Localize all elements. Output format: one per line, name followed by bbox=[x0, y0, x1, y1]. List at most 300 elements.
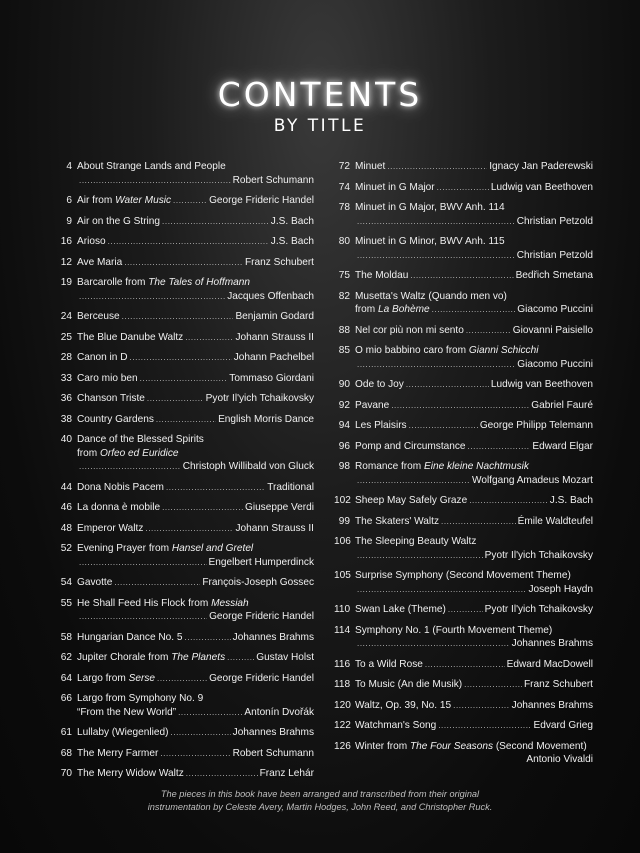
toc-entry bbox=[56, 726, 314, 740]
title-line bbox=[77, 651, 314, 665]
title-text: Largo from Symphony No. 9 bbox=[77, 693, 204, 704]
entry-body bbox=[77, 392, 314, 406]
title-text: Sheep May Safely Graze bbox=[355, 495, 468, 506]
title-text: Lullaby (Wiegenlied) bbox=[77, 727, 169, 738]
entry-body bbox=[77, 215, 314, 229]
source-work-title: Water Music bbox=[115, 195, 172, 206]
entry-body bbox=[355, 290, 593, 317]
title-text: Hungarian Dance No. 5 bbox=[77, 631, 183, 643]
title-line bbox=[77, 194, 314, 208]
toc-entry bbox=[334, 494, 593, 508]
title-line bbox=[355, 719, 593, 733]
title-text: Minuet in G Minor, BWV Anh. 115 bbox=[355, 236, 505, 247]
page-header bbox=[0, 76, 640, 136]
entry-body bbox=[355, 235, 593, 262]
piece-title bbox=[77, 351, 128, 365]
title-text: Swan Lake (Theme) bbox=[355, 604, 446, 615]
dot-leader bbox=[108, 235, 269, 249]
page-subtitle: BY TITLE bbox=[273, 116, 367, 136]
composer-name: J.S. Bach bbox=[549, 495, 593, 506]
title-text: The Merry Farmer bbox=[77, 747, 159, 759]
piece-title bbox=[355, 699, 451, 713]
title-line bbox=[77, 310, 314, 324]
dot-leader bbox=[357, 549, 483, 563]
page-number: 102 bbox=[334, 495, 351, 506]
piece-title bbox=[77, 692, 203, 706]
dot-leader bbox=[79, 460, 181, 474]
toc-entry bbox=[56, 672, 314, 686]
entry-body bbox=[77, 331, 314, 345]
entry-body bbox=[355, 535, 593, 562]
title-line bbox=[77, 692, 314, 706]
entry-body bbox=[77, 672, 314, 686]
dot-leader bbox=[79, 174, 231, 188]
piece-title bbox=[355, 535, 476, 549]
toc-entry bbox=[56, 481, 314, 495]
title-text: Chanson Triste bbox=[77, 393, 145, 404]
composer-line bbox=[77, 610, 314, 624]
dot-leader bbox=[387, 160, 487, 174]
composer-name: Benjamin Godard bbox=[235, 311, 314, 322]
entry-body bbox=[355, 419, 593, 433]
title-line bbox=[77, 597, 314, 611]
title-text: The Moldau bbox=[355, 270, 409, 281]
toc-entry bbox=[334, 399, 593, 413]
composer-name: J.S. Bach bbox=[270, 215, 314, 227]
composer-line bbox=[355, 474, 593, 488]
title-line bbox=[77, 215, 314, 229]
composer-name: Émile Waldteufel bbox=[517, 515, 593, 527]
composer-name: Johannes Brahms bbox=[511, 699, 593, 711]
title-text: Nel cor più non mi sento bbox=[355, 324, 464, 336]
title-line bbox=[77, 631, 314, 645]
page-number: 62 bbox=[60, 652, 72, 663]
entry-body bbox=[355, 624, 593, 651]
dot-leader bbox=[178, 706, 242, 720]
title-text: Dance of the Blessed Spirits bbox=[77, 434, 204, 445]
composer-name: Gustav Holst bbox=[256, 652, 314, 663]
piece-title bbox=[77, 542, 253, 556]
piece-title bbox=[355, 344, 538, 358]
toc-entry bbox=[334, 624, 593, 651]
composer-line bbox=[77, 290, 314, 304]
piece-title bbox=[77, 726, 168, 740]
entry-body bbox=[77, 747, 314, 761]
title-line bbox=[77, 235, 314, 249]
toc-entry bbox=[334, 160, 593, 174]
composer-name: Traditional bbox=[267, 481, 314, 493]
title-text: Symphony No. 1 (Fourth Movement Theme) bbox=[355, 624, 553, 636]
toc-entry bbox=[334, 440, 593, 454]
toc-entry bbox=[334, 719, 593, 733]
page-number: 66 bbox=[60, 693, 72, 704]
dot-leader bbox=[145, 522, 233, 536]
entry-body bbox=[355, 378, 593, 392]
title-text: Les Plaisirs bbox=[355, 420, 407, 431]
dot-leader bbox=[79, 556, 207, 570]
title-text: O mio babbino caro from bbox=[355, 345, 469, 356]
dot-leader bbox=[156, 413, 216, 427]
dot-leader bbox=[469, 494, 548, 508]
piece-title bbox=[355, 569, 571, 583]
piece-title bbox=[355, 603, 446, 617]
dot-leader bbox=[409, 419, 478, 433]
piece-title bbox=[355, 201, 505, 215]
toc-entry bbox=[334, 678, 593, 692]
dot-leader bbox=[357, 637, 510, 651]
composer-name: George Frideric Handel bbox=[209, 672, 314, 684]
composer-name: Giacomo Puccini bbox=[517, 304, 593, 315]
composer-line bbox=[355, 583, 593, 597]
composer-name: Johann Strauss II bbox=[235, 331, 314, 343]
entry-body bbox=[77, 631, 314, 645]
piece-title bbox=[77, 631, 183, 645]
page-number: 24 bbox=[60, 311, 72, 322]
piece-title bbox=[77, 501, 160, 515]
title-line bbox=[77, 331, 314, 345]
toc-entry bbox=[334, 290, 593, 317]
page-number: 54 bbox=[60, 577, 72, 588]
title-text: (Second Movement) bbox=[493, 740, 587, 752]
title-line bbox=[77, 576, 314, 590]
piece-title bbox=[77, 413, 154, 427]
page-number: 74 bbox=[338, 181, 350, 193]
title-line bbox=[355, 419, 593, 433]
title-line bbox=[355, 515, 593, 529]
title-line bbox=[77, 160, 314, 174]
piece-title bbox=[77, 331, 183, 345]
title-text: Pomp and Circumstance bbox=[355, 440, 466, 452]
title-text: Winter from bbox=[355, 740, 410, 752]
page-number: 105 bbox=[334, 570, 351, 581]
title-line bbox=[355, 344, 593, 358]
piece-title bbox=[77, 160, 226, 174]
contents-column-left bbox=[56, 160, 314, 788]
toc-entry bbox=[56, 235, 314, 249]
composer-name: J.S. Bach bbox=[270, 236, 314, 247]
page-number: 52 bbox=[60, 543, 72, 554]
composer-line bbox=[355, 249, 593, 263]
piece-title bbox=[77, 310, 120, 324]
source-work-title: Messiah bbox=[211, 597, 249, 609]
title-text: Largo from bbox=[77, 672, 129, 684]
piece-title bbox=[77, 706, 176, 720]
toc-entry bbox=[56, 501, 314, 515]
dot-leader bbox=[438, 719, 531, 733]
page-number: 114 bbox=[334, 624, 351, 636]
piece-title bbox=[77, 194, 171, 208]
page-number: 122 bbox=[334, 720, 351, 731]
title-line bbox=[77, 276, 314, 290]
title-line bbox=[77, 372, 314, 386]
toc-entry bbox=[56, 597, 314, 624]
source-work-title: Orfeo ed Euridice bbox=[100, 447, 179, 459]
source-work-title: Eine kleine Nachtmusik bbox=[424, 461, 529, 472]
piece-title bbox=[77, 433, 204, 447]
dot-leader bbox=[357, 358, 515, 372]
title-line bbox=[355, 699, 593, 713]
page-number: 19 bbox=[60, 277, 72, 288]
composer-name: George Philipp Telemann bbox=[479, 420, 593, 431]
entry-body bbox=[355, 344, 593, 371]
entry-body bbox=[77, 310, 314, 324]
arrangement-credit bbox=[0, 788, 640, 813]
title-line bbox=[355, 324, 593, 338]
composer-line bbox=[77, 174, 314, 188]
composer-name: Ludwig van Beethoven bbox=[490, 181, 593, 193]
toc-entry bbox=[334, 378, 593, 392]
title-text: Ode to Joy bbox=[355, 379, 404, 390]
piece-title bbox=[355, 419, 407, 433]
title-text: Barcarolle from bbox=[77, 277, 149, 288]
title-text: “From the New World” bbox=[77, 706, 177, 718]
piece-title bbox=[355, 460, 529, 474]
title-line bbox=[355, 535, 593, 549]
composer-name: Giuseppe Verdi bbox=[244, 502, 314, 513]
entry-body bbox=[355, 494, 593, 508]
dot-leader bbox=[160, 747, 230, 761]
piece-title bbox=[77, 256, 122, 270]
title-text: Minuet in G Major, BWV Anh. 114 bbox=[355, 202, 505, 213]
title-text: Waltz, Op. 39, No. 15 bbox=[355, 699, 452, 711]
entry-body bbox=[77, 597, 314, 624]
page-number: 78 bbox=[338, 202, 350, 213]
source-work-title: Serse bbox=[128, 672, 155, 684]
title-line bbox=[77, 726, 314, 740]
composer-line bbox=[355, 215, 593, 229]
dot-leader bbox=[453, 699, 510, 713]
composer-name: Robert Schumann bbox=[232, 747, 314, 759]
composer-name: Franz Schubert bbox=[244, 256, 314, 268]
page-title: CONTENTS bbox=[217, 75, 423, 114]
toc-entry bbox=[56, 631, 314, 645]
composer-name: Franz Lehár bbox=[259, 768, 314, 779]
page-number: 85 bbox=[338, 345, 350, 356]
entry-body bbox=[77, 433, 314, 474]
title-line bbox=[77, 747, 314, 761]
page-number: 118 bbox=[334, 679, 351, 690]
page-number: 28 bbox=[60, 352, 72, 363]
page-number: 36 bbox=[60, 393, 72, 404]
composer-line bbox=[77, 556, 314, 570]
composer-name: Franz Schubert bbox=[523, 679, 593, 690]
page-number: 120 bbox=[334, 699, 351, 711]
dot-leader bbox=[185, 631, 231, 645]
title-text: Caro mio ben bbox=[77, 372, 138, 384]
title-line bbox=[355, 269, 593, 283]
dot-leader bbox=[468, 440, 531, 454]
contents-column-right bbox=[334, 160, 593, 774]
title-text: La donna è mobile bbox=[77, 502, 161, 513]
toc-entry bbox=[334, 569, 593, 596]
title-text: He Shall Feed His Flock from bbox=[77, 597, 212, 609]
source-work-title: The Tales of Hoffmann bbox=[148, 277, 250, 288]
page-number: 90 bbox=[338, 379, 350, 390]
title-line bbox=[77, 542, 314, 556]
composer-line bbox=[77, 460, 314, 474]
entry-body bbox=[355, 603, 593, 617]
dot-leader bbox=[227, 651, 254, 665]
entry-body bbox=[77, 413, 314, 427]
title-line bbox=[355, 303, 593, 317]
entry-body bbox=[355, 440, 593, 454]
toc-entry bbox=[56, 372, 314, 386]
composer-name: Christoph Willibald von Gluck bbox=[182, 461, 314, 472]
title-text: Berceuse bbox=[77, 311, 120, 322]
dot-leader bbox=[140, 372, 228, 386]
page-number: 6 bbox=[66, 195, 72, 206]
dot-leader bbox=[391, 399, 529, 413]
page-number: 82 bbox=[338, 290, 350, 302]
piece-title bbox=[355, 324, 464, 338]
entry-body bbox=[355, 399, 593, 413]
piece-title bbox=[77, 672, 155, 686]
page-number: 61 bbox=[60, 727, 72, 738]
page-number: 16 bbox=[60, 236, 72, 247]
piece-title bbox=[77, 747, 158, 761]
title-text: Canon in D bbox=[77, 352, 128, 363]
piece-title bbox=[355, 290, 507, 304]
toc-entry bbox=[334, 658, 593, 672]
toc-entry bbox=[56, 160, 314, 187]
composer-name: Johannes Brahms bbox=[232, 727, 314, 738]
piece-title bbox=[77, 597, 249, 611]
title-line bbox=[77, 256, 314, 270]
entry-body bbox=[77, 501, 314, 515]
dot-leader bbox=[122, 310, 234, 324]
piece-title bbox=[355, 658, 423, 672]
title-line bbox=[355, 440, 593, 454]
footer-line: The pieces in this book have been arranged and transcribed from their original bbox=[160, 789, 480, 799]
page-number: 116 bbox=[334, 658, 351, 670]
dot-leader bbox=[448, 603, 483, 617]
composer-name: Johannes Brahms bbox=[511, 638, 593, 649]
page-number: 9 bbox=[66, 215, 72, 227]
title-text: Romance from bbox=[355, 461, 424, 472]
toc-entry bbox=[334, 740, 593, 767]
title-line bbox=[355, 603, 593, 617]
piece-title bbox=[77, 481, 164, 495]
footer-line: instrumentation by Celeste Avery, Martin Hodges, John Reed, and Christopher Ruck. bbox=[147, 801, 493, 812]
title-line bbox=[355, 678, 593, 692]
title-text: The Merry Widow Waltz bbox=[77, 768, 184, 779]
toc-entry bbox=[56, 351, 314, 365]
composer-name: English Morris Dance bbox=[218, 413, 314, 425]
title-line bbox=[77, 447, 314, 461]
piece-title bbox=[355, 235, 505, 249]
page-number: 64 bbox=[60, 672, 72, 684]
title-line bbox=[355, 494, 593, 508]
entry-body bbox=[77, 160, 314, 187]
title-text: Watchman's Song bbox=[355, 720, 437, 731]
title-line bbox=[77, 501, 314, 515]
composer-name: Christian Petzold bbox=[516, 249, 593, 261]
toc-entry bbox=[334, 344, 593, 371]
composer-name: François-Joseph Gossec bbox=[202, 577, 314, 588]
entry-body bbox=[77, 542, 314, 569]
composer-name: Engelbert Humperdinck bbox=[208, 556, 314, 568]
composer-name: Christian Petzold bbox=[516, 215, 593, 227]
composer-name: Edward Elgar bbox=[532, 440, 593, 452]
piece-title bbox=[355, 440, 466, 454]
entry-body bbox=[355, 181, 593, 195]
piece-title bbox=[77, 767, 184, 781]
dot-leader bbox=[432, 303, 516, 317]
title-line bbox=[355, 290, 593, 304]
entry-body bbox=[77, 767, 314, 781]
title-text: The Sleeping Beauty Waltz bbox=[355, 536, 477, 547]
dot-leader bbox=[410, 269, 513, 283]
title-text: The Blue Danube Waltz bbox=[77, 331, 184, 343]
page-number: 70 bbox=[60, 768, 72, 779]
toc-entry bbox=[334, 603, 593, 617]
page-number: 25 bbox=[60, 331, 72, 343]
dot-leader bbox=[147, 392, 204, 406]
toc-entry bbox=[56, 747, 314, 761]
dot-leader bbox=[357, 249, 515, 263]
dot-leader bbox=[186, 767, 258, 781]
toc-entry bbox=[56, 542, 314, 569]
entry-body bbox=[77, 235, 314, 249]
toc-entry bbox=[56, 392, 314, 406]
entry-body bbox=[355, 678, 593, 692]
toc-entry bbox=[56, 692, 314, 719]
composer-name: Johannes Brahms bbox=[232, 631, 314, 643]
entry-body bbox=[77, 351, 314, 365]
composer-name: George Frideric Handel bbox=[209, 195, 314, 206]
composer-name: Giovanni Paisiello bbox=[512, 324, 593, 336]
page-number: 38 bbox=[60, 413, 72, 425]
title-text: Pavane bbox=[355, 399, 390, 411]
title-text: Gavotte bbox=[77, 577, 113, 588]
composer-name: Ignacy Jan Paderewski bbox=[489, 161, 593, 172]
toc-entry bbox=[56, 215, 314, 229]
dot-leader bbox=[441, 515, 516, 529]
entry-body bbox=[355, 160, 593, 174]
title-text: Air on the G String bbox=[77, 215, 161, 227]
entry-body bbox=[77, 651, 314, 665]
title-text: Air from bbox=[77, 195, 116, 206]
title-text: The Skaters' Waltz bbox=[355, 515, 440, 527]
entry-body bbox=[355, 569, 593, 596]
page-number: 55 bbox=[60, 597, 72, 609]
toc-entry bbox=[56, 276, 314, 303]
page-number: 68 bbox=[60, 747, 72, 759]
toc-entry bbox=[56, 194, 314, 208]
piece-title bbox=[77, 276, 250, 290]
entry-body bbox=[355, 515, 593, 529]
title-line bbox=[355, 569, 593, 583]
composer-name: Johann Pachelbel bbox=[233, 352, 314, 363]
entry-body bbox=[355, 658, 593, 672]
piece-title bbox=[77, 215, 160, 229]
title-line bbox=[77, 706, 314, 720]
title-text: About Strange Lands and People bbox=[77, 161, 226, 172]
dot-leader bbox=[162, 215, 269, 229]
toc-entry bbox=[56, 576, 314, 590]
page-number: 44 bbox=[60, 481, 72, 493]
toc-entry bbox=[56, 433, 314, 474]
entry-body bbox=[77, 576, 314, 590]
page-number: 99 bbox=[338, 515, 350, 527]
title-text: Emperor Waltz bbox=[77, 522, 144, 534]
page-number: 126 bbox=[334, 740, 351, 752]
composer-name: George Frideric Handel bbox=[209, 611, 314, 622]
composer-name: Pyotr Il'yich Tchaikovsky bbox=[205, 393, 314, 404]
dot-leader bbox=[170, 726, 230, 740]
title-line bbox=[355, 160, 593, 174]
page-number: 12 bbox=[60, 256, 72, 268]
